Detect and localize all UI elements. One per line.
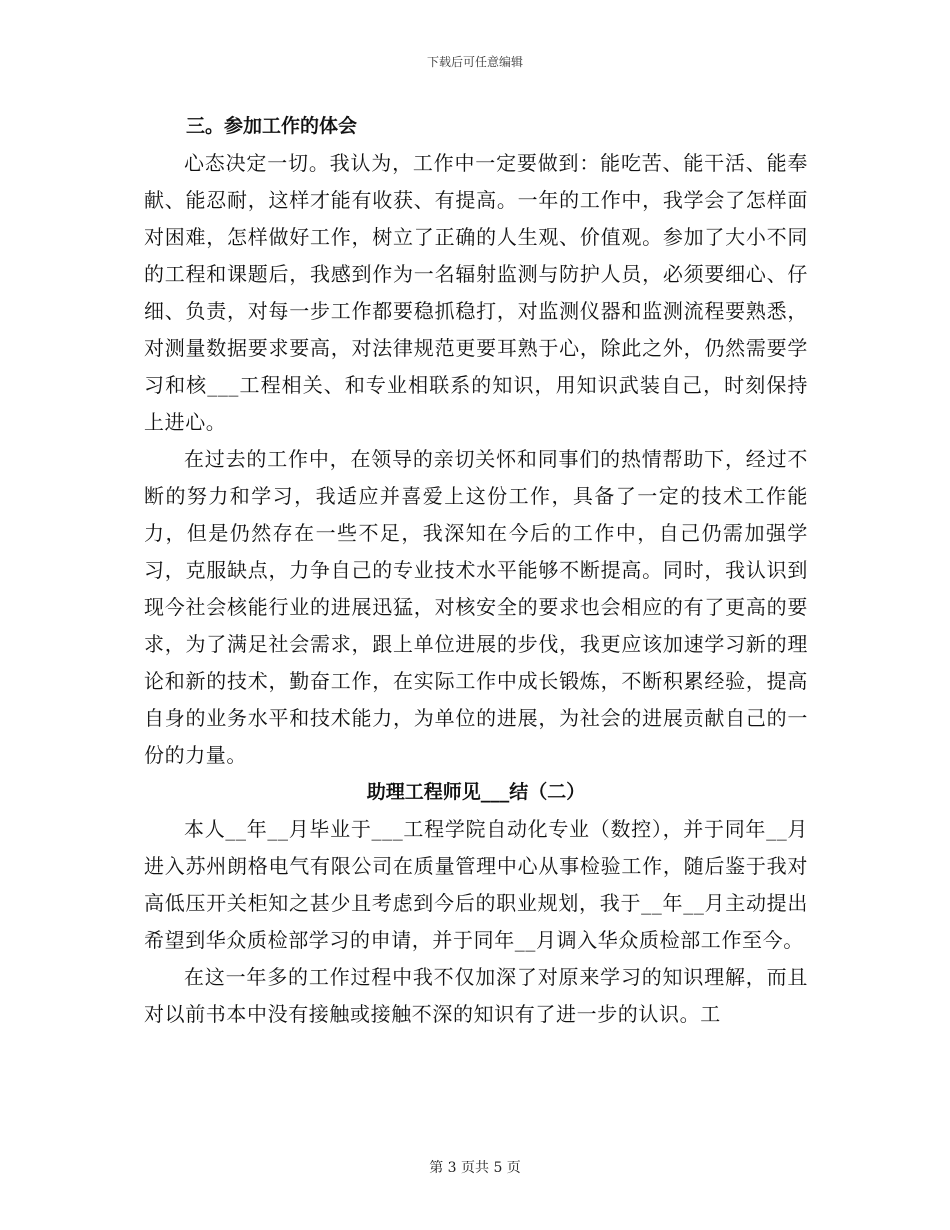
paragraph: 在这一年多的工作过程中我不仅加深了对原来学习的知识理解，而且对以前书本中没有接触或接触不深的知识有了进一步的认识。工: [144, 965, 808, 1026]
document-body: [144, 108, 808, 1033]
section-heading: 三。参加工作的体会: [186, 115, 358, 137]
paragraph: 在过去的工作中，在领导的亲切关怀和同事们的热情帮助下，经过不断的努力和学习，我适应并喜爱上这份工作，具备了一定的技术工作能力，但是仍然存在一些不足，我深知在今后的工作中，自己仍需加强学习，克服缺点，力争自己的专业技术水平能够不断提高。同时，我认识到现今社会核能行业的进展迅猛，对核安全的要求也会相应的有了更高的要求，为了满足社会需求，跟上单位进展的步伐，我更应该加速学习新的理论和新的技术，勤奋工作，在实际工作中成长锻炼，不断积累经验，提高自身的业务水平和技术能力，为单位的进展，为社会的进展贡献自己的一份的力量。: [144, 447, 808, 767]
page-footer: 第 3 页共 5 页: [429, 1160, 521, 1176]
paragraph: 心态决定一切。我认为，工作中一定要做到：能吃苦、能干活、能奉献、能忍耐，这样才能有收获、有提高。一年的工作中，我学会了怎样面对困难，怎样做好工作，树立了正确的人生观、价值观。参加了大小不同的工程和课题后，我感到作为一名辐射监测与防护人员，必须要细心、仔细、负责，对每一步工作都要稳抓稳打，对监测仪器和监测流程要熟悉，对测量数据要求要高，对法律规范更要耳熟于心，除此之外，仍然需要学习和核___工程相关、和专业相联系的知识，用知识武装自己，时刻保持上进心。: [144, 151, 808, 434]
paragraph: 本人__年__月毕业于___工程学院自动化专业（数控），并于同年__月进入苏州朗格电气有限公司在质量管理中心从事检验工作，随后鉴于我对高低压开关柜知之甚少且考虑到今后的职业规划，我于__年__月主动提出希望到华众质检部学习的申请，并于同年__月调入华众质检部工作至今。: [144, 817, 808, 952]
page-header: 下载后可任意编辑: [426, 55, 523, 69]
document-title: 助理工程师见___结（二）: [366, 781, 586, 803]
